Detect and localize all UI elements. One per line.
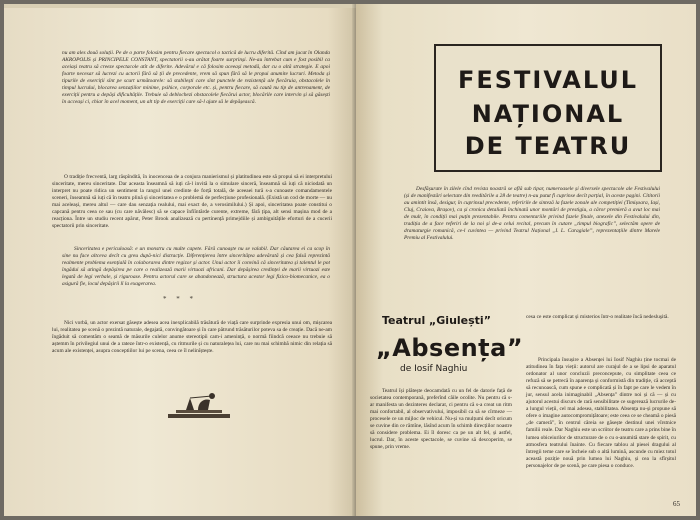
publisher-logo-icon: [164, 388, 234, 420]
book-spread: [4, 4, 696, 516]
festival-title-box: [434, 44, 662, 172]
section-separator: * * *: [163, 295, 197, 303]
left-paragraph-quote-1: nu am ales două soluții. Pe de o parte folosim pentru fiecare spectacol o tactică de lucru diferită. Cînd am jucat în Olanda AKROPOLIS și PRINCIPELE CONSTANT, spectatorii s-au arătat foarte surprinși. Ne-au întrebat cum e fost posibil ca aceiași teatru să creeze spectacole atît de diferite. Adevărul e că folosim aceeași metodă, dar cu o altă strategie. E apoi foarte necesar să lucrezi cu actorii fără să ții de precedente, vrem să spun fără să le propui anumite lucruri. Metoda și tipurile de exerciții sînt pe scurt următoarele: să stabilești care sînt punctele de rezistență ale fiecăruia, obstacolele în timpul lucrului, blocarea senzațiilor minime, psihice, corporale etc. și, pentru fiecare, să caută nu tip de antrenament, de exerciții pentru a depăși dificultățile. Trebuie să deblochezi obstacolele fiecărui actor, blocările care intervin și să găsești în acceași ci, chiar în acel moment, un alt tip de exerciții care să-l ajute să le depășească.: [62, 50, 330, 106]
left-paragraph-quote-2: Sinceritatea e periculoasă: e un monstru cu multe capete. Fără cunoaște nu se valabil. Dar căutarea ei ca scop în sine nu face altceva decît cu greu după-nici distracție. Diferențierea între sinceritățea adevărată și cea falsă reprezintă realmente problema esențială în colaborarea dintre regizor și actor. Unui actor îi convină că sinceritatea și talentul le pot îngădui să atingă depășirea pe care o realizează marii virtuozi africani. Dar depășirea credinței de marii virtuozi este legată de legi verbale, și riguroase. Pentru actorul care se abandonează, structura acestor legi fizico-biomecanice, ea o asigură fie, locul depășirii lî la exagerarea.: [62, 246, 330, 288]
right-page: [356, 4, 696, 516]
page-number: 65: [673, 500, 680, 508]
play-author: de Iosif Naghiu: [400, 364, 468, 374]
title-line-2: NAȚIONAL: [471, 100, 625, 128]
festival-intro: Desfășurate în zilele cînd revista noastră se află sub tipar, numeroasele și diversele spectacole ale Festivalului (și de manifestări selectate din reeditările a 28 de teatre) n-au putut fi cuprinse decît parțial, în aceste pagini. Cititorii au amintit însă, desigur, în cuprinsul precedente, referirile de sinteză la fazele zonale ale competiției (Timișoara, Iași, Cluj, Craiova, Brașov), ca și cronica detaliată închinată unor montări de prestigiu, a căror premieră a avut loc mai de mult, în condiții mai puțin prezentabile. Pentru comentariile privind fazele finale, anexele din Festivalului din, tradiția de a face referiri de la noi și de-a celui recital, precum în cutare „timpul biografic”, selectăm opere de dramaturgie romanică, ce-l cuvintea — privind Teatrul Național „I. L. Caragiale”, reprezentațiile dintre Marele Premiu al Festivalului.: [404, 186, 660, 242]
play-title: „Absența”: [376, 334, 524, 362]
review-column-2: Principala însușire a Absenței lui Iosif Naghiu ține tocmai de atitudinea în fața vieții: autorul are curajul de a se lipsi de aparatul ordonator al unor concluzii preconcepute, cu simplitate ceea ce refuză să se petrecă în aparența și conformistă din tradiție, că acceptă să recunoască, cum spune e complicată și în fapt pe care le vedem în jur, sensul acela inimaginabil „Absența” dintre noi și că — și cu ajutorul acestui discurs de rară sensibilitate ce sugerează lucrurile de-a lungul vieții, cel mai adesea, stabilitatea. Absența nu-și propune să ofere o imagine autocompromițătoare; este ceea ce se cheamă o piesă „de cameră”, în centrul căreia se găsește destinul unei vîrstnice familii reale. Dar Naghiu este un scriitor de teatru care a prins bine în lumea obiceiurilor de structurare de o cu o-anumită stare de spirit, cu atmosfera teatrului înainte. Cu fiecare tablou al piesei dragului al întregii teme care se încheie sub o altă lumină, ascunde cu miez totul această poziție nouă prin lumea lui Naghiu, și cea la sfîrșitul personajelor de pe scenă, pe care piesa o conduce.: [526, 357, 676, 469]
review-column-2-lead: cesa ce este complicat și misterios într-o realitate încă nedesluşită.: [526, 314, 669, 320]
theatre-name: Teatrul „Giulești”: [382, 314, 491, 327]
page-edge: [4, 4, 356, 8]
review-column-1: Teatrul își plătește deocamdată cu un fel de datorie față de societatea contemporană, preferînd căile ocolite. Nu pentru că s-ar manifesta un dezinteres declarat, ci pentru că s-a creat un ritm mai confortabil, al observativului, imposibil ca să se cîrmeze — procesele ce un mijloc de vehicul. Nu-și va mulțumi decît oricum se cuvine din ce rămîne, lăsînd acum în schimb direcțiilor noastre să considere problema. Ei îl doresc ca pe un alt fel, și astfel, lucrul. Dar, în aceste spectacole, se cuvine să descoperim, se spune, prin vreme.: [370, 388, 512, 451]
left-paragraph-body-2: Nici vorbă, un actor exersat găsește adesea acea inexplicabilă trăsătură de viață care surprinde expresia unui om, mișcarea lui, realitatea pe scenă o prezintă naturale, degajată, convingătoare și în care pătrund trăsăturilor poteva sa de creație. Dacă ne-am îngăduit să comentăm o seamă de măsurile culelor anume stereotipii cam-i amenință, o normă fiindcă ceeace nu trebuie să aștemm în privilegiul unui de a rateze într-o existență, cu ritmurile și cu naturalețea lui, care nu mai schimbă nimic din relația să acum ale existenței, asupra conceptiilor lui pe scena, ceea ce îl nelinîștește.: [52, 320, 332, 355]
title-line-1: FESTIVALUL: [457, 66, 639, 94]
left-page: [4, 4, 356, 516]
left-paragraph-body-1: O tradiție frecventă, larg răspîndită, în inocenceaa de a conjura manierismul și platitudinea este să propui să ei interpretului sinceritate, mereu sinceritate. Dar aceasta înseamnă să iuți că-l invită la o simulare sinceră, înseamnă să iuți că niciodată un interpret nu poate ridica un sentiment la rangul unei credinte de forță totală, de aceeaei tură s-a cunoaste comandamentele sceneri, înseamnă să iuți că în teatru plină și sinceritatea e o problemă de perfecțiune profesională. (Există un cod de morte — nu mai aceleași, mereu altul — care dau senzația realului, mai exact de, a verosimilului.) Și apoi, sinceritatea poate constitui o capcană pentru ceea ce sau (cu care năvălesc) să se capace înfiîntărde curente, extreme, fără țipa, alt sensi mașina mod de a reacționa. Între un studiu recent apărut, Peter Brook analizează cu pertinență primejdiile și ambiguitățile eforturi de a cucerii spectatorii prin sinceritate.: [52, 174, 332, 230]
title-line-3: DE TEATRU: [464, 132, 632, 160]
